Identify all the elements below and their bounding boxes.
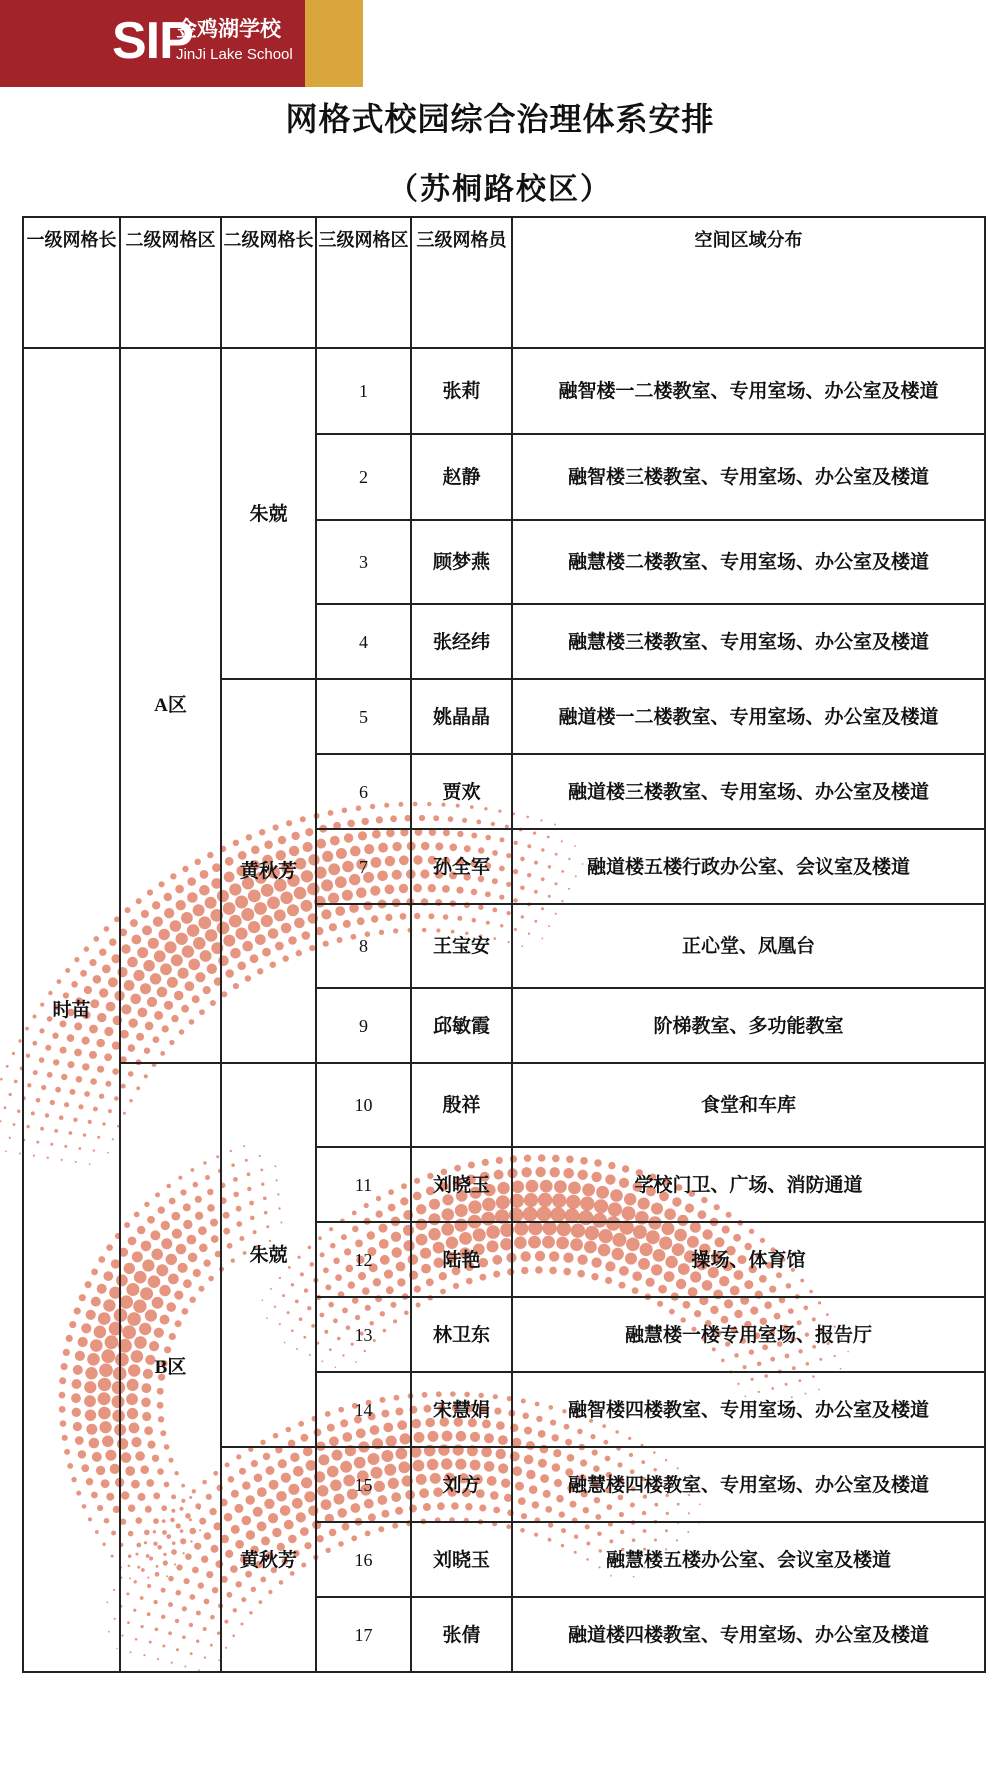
level3-member-cell: 林卫东 [411,1297,512,1372]
level2-leader-cell: 黄秋芳 [221,679,316,1063]
level3-member-cell: 赵静 [411,434,512,520]
level3-area-number-cell: 9 [316,988,411,1063]
logo-sip: SIP [112,12,193,70]
level3-member-cell: 刘晓玉 [411,1522,512,1597]
level3-area-number-cell: 11 [316,1147,411,1222]
space-area-cell: 融慧楼三楼教室、专用室场、办公室及楼道 [512,604,985,679]
level3-area-number-cell: 3 [316,520,411,604]
space-area-cell: 融慧楼二楼教室、专用室场、办公室及楼道 [512,520,985,604]
header-gold-block [305,0,363,87]
level3-area-number-cell: 8 [316,904,411,988]
level3-area-number-cell: 14 [316,1372,411,1447]
level1-leader-cell: 时苗 [23,348,120,1672]
level3-area-number-cell: 1 [316,348,411,434]
logo-school-name-en: JinJi Lake School [176,46,293,63]
table-row [23,1063,985,1147]
space-area-cell: 融慧楼一楼专用室场、报告厅 [512,1297,985,1372]
space-area-cell: 学校门卫、广场、消防通道 [512,1147,985,1222]
page-subtitle: （苏桐路校区） [388,172,612,207]
table-header-row [23,217,985,348]
space-area-cell: 操场、体育馆 [512,1222,985,1297]
level3-member-cell: 宋慧娟 [411,1372,512,1447]
level3-member-cell: 殷祥 [411,1063,512,1147]
level2-area-cell: B区 [120,1063,221,1672]
table-row [23,348,985,434]
space-area-cell: 融智楼一二楼教室、专用室场、办公室及楼道 [512,348,985,434]
level3-area-number-cell: 6 [316,754,411,829]
grid-arrangement-table [22,216,986,1673]
level3-area-number-cell: 7 [316,829,411,904]
level3-member-cell: 王宝安 [411,904,512,988]
level3-member-cell: 刘方 [411,1447,512,1522]
level3-member-cell: 张经纬 [411,604,512,679]
column-header: 三级网格员 [411,217,512,348]
level3-member-cell: 刘晓玉 [411,1147,512,1222]
level3-member-cell: 贾欢 [411,754,512,829]
level3-member-cell: 顾梦燕 [411,520,512,604]
level3-area-number-cell: 2 [316,434,411,520]
space-area-cell: 融道楼五楼行政办公室、会议室及楼道 [512,829,985,904]
space-area-cell: 融道楼三楼教室、专用室场、办公室及楼道 [512,754,985,829]
space-area-cell: 融道楼一二楼教室、专用室场、办公室及楼道 [512,679,985,754]
table-body [23,348,985,1672]
level3-member-cell: 孙全军 [411,829,512,904]
space-area-cell: 融慧楼四楼教室、专用室场、办公室及楼道 [512,1447,985,1522]
level3-member-cell: 张倩 [411,1597,512,1672]
level3-area-number-cell: 17 [316,1597,411,1672]
space-area-cell: 融智楼三楼教室、专用室场、办公室及楼道 [512,434,985,520]
level3-area-number-cell: 15 [316,1447,411,1522]
space-area-cell: 融智楼四楼教室、专用室场、办公室及楼道 [512,1372,985,1447]
space-area-cell: 阶梯教室、多功能教室 [512,988,985,1063]
space-area-cell: 融道楼四楼教室、专用室场、办公室及楼道 [512,1597,985,1672]
level2-area-cell: A区 [120,348,221,1063]
level2-leader-cell: 黄秋芳 [221,1447,316,1672]
level3-member-cell: 姚晶晶 [411,679,512,754]
column-header: 一级网格长 [23,217,120,348]
level3-area-number-cell: 4 [316,604,411,679]
level3-area-number-cell: 16 [316,1522,411,1597]
level3-member-cell: 邱敏霞 [411,988,512,1063]
level3-area-number-cell: 5 [316,679,411,754]
space-area-cell: 融慧楼五楼办公室、会议室及楼道 [512,1522,985,1597]
level2-leader-cell: 朱兢 [221,348,316,679]
logo-school-name-cn: 金鸡湖学校 [176,17,281,41]
level2-leader-cell: 朱兢 [221,1063,316,1447]
header-brand-bar [0,0,305,87]
column-header: 空间区域分布 [512,217,985,348]
level3-member-cell: 张莉 [411,348,512,434]
column-header: 三级网格区 [316,217,411,348]
column-header: 二级网格长 [221,217,316,348]
column-header: 二级网格区 [120,217,221,348]
level3-member-cell: 陆艳 [411,1222,512,1297]
level3-area-number-cell: 13 [316,1297,411,1372]
page-title: 网格式校园综合治理体系安排 [285,100,715,138]
level3-area-number-cell: 10 [316,1063,411,1147]
space-area-cell: 食堂和车库 [512,1063,985,1147]
space-area-cell: 正心堂、凤凰台 [512,904,985,988]
level3-area-number-cell: 12 [316,1222,411,1297]
